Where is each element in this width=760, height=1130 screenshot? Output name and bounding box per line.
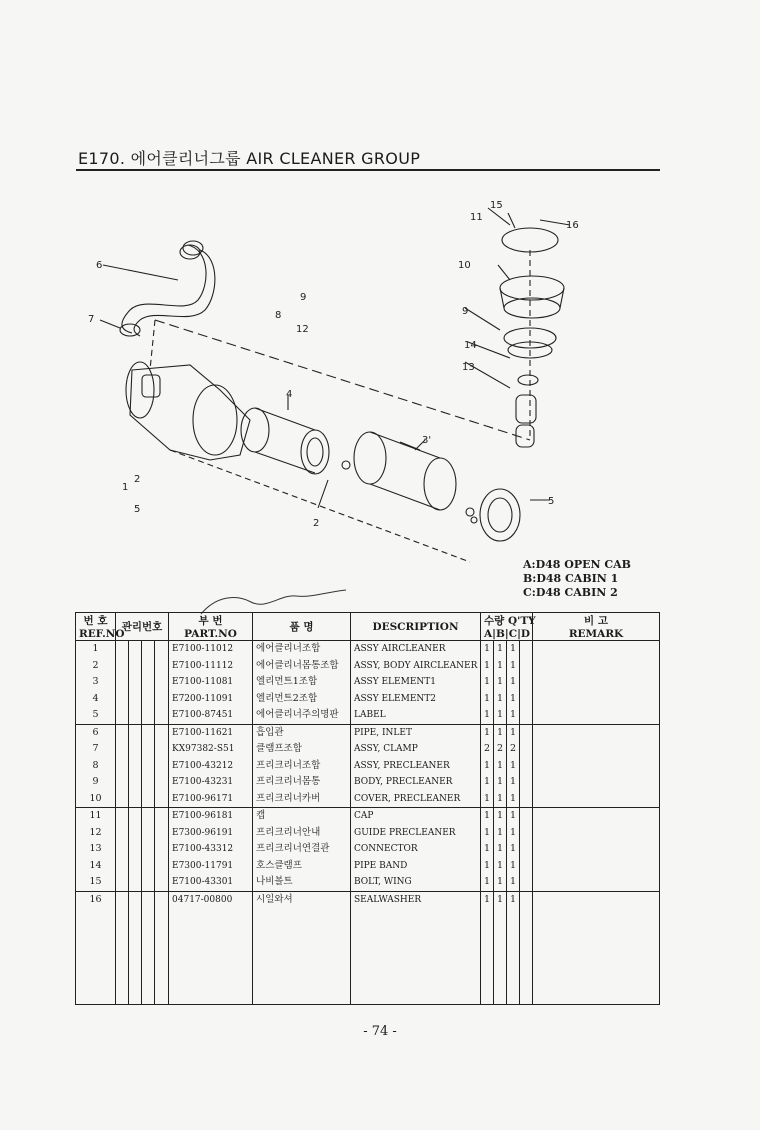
- cell-name: 프리크리너안내: [253, 825, 351, 842]
- cell-empty: [520, 841, 533, 858]
- cell-name: 에어클리너주의명판: [253, 707, 351, 724]
- callout-7: 7: [88, 314, 95, 325]
- cell-empty: [533, 658, 660, 675]
- cell-empty: [155, 724, 169, 741]
- cell-c: 1: [507, 774, 520, 791]
- cell-empty: [520, 891, 533, 908]
- cell-part: KX97382-S51: [169, 741, 253, 758]
- cell-c: 1: [507, 707, 520, 724]
- cell-empty: [116, 707, 129, 724]
- cell-empty: [129, 874, 142, 891]
- cell-ref: 11: [76, 808, 116, 825]
- cell-empty: [520, 707, 533, 724]
- cell-empty: [129, 891, 142, 908]
- cell-empty: [142, 691, 155, 708]
- header-name: 품 명: [253, 613, 351, 641]
- cell-empty: [116, 658, 129, 675]
- cell-ref: 10: [76, 791, 116, 808]
- cell-empty: [116, 808, 129, 825]
- page-title: E170. 에어클리너그룹 AIR CLEANER GROUP: [78, 149, 421, 168]
- cell-empty: [520, 791, 533, 808]
- header-ref: 번 호 REF.NO: [76, 613, 116, 641]
- cell-b: 2: [494, 741, 507, 758]
- cell-c: 1: [507, 641, 520, 658]
- element-3: [354, 432, 456, 510]
- cell-name: 에어클리너조합: [253, 641, 351, 658]
- cell-desc: ASSY ELEMENT2: [351, 691, 481, 708]
- callout-8-12: 12: [296, 324, 309, 335]
- cell-empty: [116, 908, 129, 1005]
- cell-empty: [142, 841, 155, 858]
- callout-15: 15: [490, 200, 503, 211]
- cell-c: 1: [507, 874, 520, 891]
- cell-empty: [116, 758, 129, 775]
- callout-4: 4: [286, 389, 293, 400]
- cell-empty: [155, 908, 169, 1005]
- cell-empty: [155, 858, 169, 875]
- cell-part: E7300-96191: [169, 825, 253, 842]
- cell-a: 1: [481, 808, 494, 825]
- cell-empty: [533, 774, 660, 791]
- cell-desc: CAP: [351, 808, 481, 825]
- cell-c: 1: [507, 674, 520, 691]
- cell-a: 1: [481, 691, 494, 708]
- cell-part: E7300-11791: [169, 858, 253, 875]
- cell-empty: [533, 691, 660, 708]
- cell-empty: [142, 741, 155, 758]
- cell-part: E7100-11621: [169, 724, 253, 741]
- cell-b: 1: [494, 858, 507, 875]
- cell-a: 1: [481, 658, 494, 675]
- cell-desc: ASSY AIRCLEANER: [351, 641, 481, 658]
- cell-b: 1: [494, 674, 507, 691]
- cell-b: 1: [494, 808, 507, 825]
- header-qty: 수량 Q'TY A|B|C|D: [481, 613, 533, 641]
- cell-ref: 8: [76, 758, 116, 775]
- cell-a: 1: [481, 674, 494, 691]
- cell-ref: 5: [76, 707, 116, 724]
- cell-c: 1: [507, 658, 520, 675]
- parts-table: [75, 612, 660, 1005]
- cell-empty: [520, 858, 533, 875]
- cell-b: 1: [494, 707, 507, 724]
- cell-empty: [129, 825, 142, 842]
- cell-empty: [155, 758, 169, 775]
- cell-empty: [533, 825, 660, 842]
- cell-b: 1: [494, 724, 507, 741]
- cell-empty: [129, 908, 142, 1005]
- cell-empty: [129, 774, 142, 791]
- cell-empty: [520, 641, 533, 658]
- cell-empty: [116, 891, 129, 908]
- cell-empty: [129, 724, 142, 741]
- cell-empty: [155, 674, 169, 691]
- cell-empty: [155, 691, 169, 708]
- cell-empty: [520, 874, 533, 891]
- cell-empty: [520, 674, 533, 691]
- callout-8-9: 9: [300, 292, 307, 303]
- cell-empty: [533, 674, 660, 691]
- cell-desc: COVER, PRECLEANER: [351, 791, 481, 808]
- cell-empty: [520, 908, 533, 1005]
- cell-part: E7100-11112: [169, 658, 253, 675]
- cell-empty: [494, 908, 507, 1005]
- table-row: [76, 825, 660, 842]
- cell-empty: [116, 874, 129, 891]
- cell-empty: [142, 674, 155, 691]
- cell-c: 1: [507, 791, 520, 808]
- cell-empty: [129, 691, 142, 708]
- cell-ref: 7: [76, 741, 116, 758]
- cell-empty: [116, 691, 129, 708]
- cell-c: 1: [507, 691, 520, 708]
- cell-ref: 16: [76, 891, 116, 908]
- callout-3: 3': [422, 435, 432, 446]
- cell-empty: [481, 908, 494, 1005]
- cell-a: 1: [481, 641, 494, 658]
- cell-desc: SEALWASHER: [351, 891, 481, 908]
- cell-desc: GUIDE PRECLEANER: [351, 825, 481, 842]
- header-part: 부 번 PART.NO: [169, 613, 253, 641]
- cell-desc: ASSY, CLAMP: [351, 741, 481, 758]
- cell-empty: [142, 641, 155, 658]
- cell-empty: [520, 825, 533, 842]
- cell-empty: [520, 758, 533, 775]
- cell-b: 1: [494, 874, 507, 891]
- table-row: [76, 808, 660, 825]
- table-row: [76, 774, 660, 791]
- cell-b: 1: [494, 641, 507, 658]
- cell-part: E7100-43212: [169, 758, 253, 775]
- exploded-parts-diagram: [70, 190, 670, 610]
- cell-ref: 14: [76, 858, 116, 875]
- cell-part: E7100-43231: [169, 774, 253, 791]
- cell-empty: [129, 808, 142, 825]
- end-cover: [480, 489, 520, 541]
- cell-empty: [129, 741, 142, 758]
- header-mgmt: 관리번호: [116, 613, 169, 641]
- cell-empty: [116, 841, 129, 858]
- cell-empty: [116, 741, 129, 758]
- table-row: [76, 691, 660, 708]
- cell-ref: 1: [76, 641, 116, 658]
- cell-empty: [155, 791, 169, 808]
- cell-a: 1: [481, 774, 494, 791]
- cell-empty: [142, 707, 155, 724]
- cell-empty: [76, 908, 116, 1005]
- cell-c: 2: [507, 741, 520, 758]
- cell-a: 1: [481, 791, 494, 808]
- cell-desc: ASSY ELEMENT1: [351, 674, 481, 691]
- cell-a: 1: [481, 825, 494, 842]
- cell-empty: [142, 825, 155, 842]
- cell-empty: [533, 874, 660, 891]
- cell-empty: [116, 791, 129, 808]
- cell-empty: [520, 808, 533, 825]
- cell-ref: 4: [76, 691, 116, 708]
- cell-empty: [129, 791, 142, 808]
- table-filler-row: [76, 908, 660, 1005]
- element-4: [241, 408, 329, 474]
- cell-name: 엘리먼트1조합: [253, 674, 351, 691]
- cell-name: 흡입관: [253, 724, 351, 741]
- table-row: [76, 791, 660, 808]
- cell-empty: [142, 658, 155, 675]
- cell-c: 1: [507, 858, 520, 875]
- cell-empty: [520, 658, 533, 675]
- cell-empty: [533, 724, 660, 741]
- callout-labels: [88, 200, 579, 529]
- table-row: [76, 858, 660, 875]
- cell-empty: [533, 858, 660, 875]
- cell-part: E7200-11091: [169, 691, 253, 708]
- cell-c: 1: [507, 891, 520, 908]
- cell-empty: [520, 774, 533, 791]
- cell-a: 1: [481, 891, 494, 908]
- cell-empty: [116, 825, 129, 842]
- cell-empty: [155, 825, 169, 842]
- cell-empty: [116, 774, 129, 791]
- table-row: [76, 658, 660, 675]
- page-number: - 74 -: [363, 1024, 397, 1039]
- cell-empty: [142, 891, 155, 908]
- cell-empty: [129, 674, 142, 691]
- cell-empty: [116, 724, 129, 741]
- cell-ref: 3: [76, 674, 116, 691]
- cell-ref: 6: [76, 724, 116, 741]
- cell-desc: PIPE BAND: [351, 858, 481, 875]
- cell-c: 1: [507, 825, 520, 842]
- cell-desc: BOLT, WING: [351, 874, 481, 891]
- cell-b: 1: [494, 774, 507, 791]
- cell-part: E7100-43312: [169, 841, 253, 858]
- callout-5: 5: [548, 496, 555, 507]
- cell-b: 1: [494, 841, 507, 858]
- cell-a: 1: [481, 758, 494, 775]
- cell-name: 엘리먼트2조합: [253, 691, 351, 708]
- cell-desc: BODY, PRECLEANER: [351, 774, 481, 791]
- cell-empty: [351, 908, 481, 1005]
- cell-b: 1: [494, 825, 507, 842]
- cell-empty: [116, 858, 129, 875]
- cell-empty: [533, 741, 660, 758]
- cell-empty: [155, 707, 169, 724]
- cell-empty: [155, 641, 169, 658]
- cell-desc: ASSY, PRECLEANER: [351, 758, 481, 775]
- cell-name: 프리크리너조합: [253, 758, 351, 775]
- cell-empty: [155, 874, 169, 891]
- table-row: [76, 758, 660, 775]
- cell-empty: [142, 908, 155, 1005]
- cell-empty: [142, 858, 155, 875]
- cell-b: 1: [494, 891, 507, 908]
- cell-a: 1: [481, 707, 494, 724]
- table-row: [76, 891, 660, 908]
- cell-a: 1: [481, 858, 494, 875]
- callout-14: 14: [464, 340, 477, 351]
- cell-part: E7100-87451: [169, 707, 253, 724]
- cell-empty: [142, 758, 155, 775]
- cell-name: 프리크리너카버: [253, 791, 351, 808]
- callout-13: 13: [462, 362, 475, 373]
- table-row: [76, 674, 660, 691]
- cell-empty: [533, 891, 660, 908]
- table-row: [76, 707, 660, 724]
- cell-empty: [116, 641, 129, 658]
- cell-empty: [533, 808, 660, 825]
- cell-empty: [129, 858, 142, 875]
- cell-a: 2: [481, 741, 494, 758]
- cell-desc: ASSY, BODY AIRCLEANER: [351, 658, 481, 675]
- cell-empty: [155, 774, 169, 791]
- cell-ref: 2: [76, 658, 116, 675]
- cell-a: 1: [481, 841, 494, 858]
- cell-empty: [155, 841, 169, 858]
- cell-empty: [533, 908, 660, 1005]
- variant-b: B:D48 CABIN 1: [523, 572, 619, 585]
- cell-empty: [129, 658, 142, 675]
- table-row: [76, 841, 660, 858]
- cell-empty: [142, 808, 155, 825]
- cell-part: E7100-11081: [169, 674, 253, 691]
- cell-empty: [142, 724, 155, 741]
- cell-empty: [533, 841, 660, 858]
- cell-empty: [129, 758, 142, 775]
- cell-empty: [129, 707, 142, 724]
- cell-empty: [142, 774, 155, 791]
- cell-empty: [520, 724, 533, 741]
- cell-ref: 13: [76, 841, 116, 858]
- cell-empty: [142, 791, 155, 808]
- cell-part: 04717-00800: [169, 891, 253, 908]
- cell-ref: 9: [76, 774, 116, 791]
- cell-desc: LABEL: [351, 707, 481, 724]
- cell-empty: [533, 641, 660, 658]
- table-row: [76, 641, 660, 658]
- cell-name: 프리크리너연결관: [253, 841, 351, 858]
- cell-empty: [155, 808, 169, 825]
- cell-b: 1: [494, 658, 507, 675]
- cell-name: 호스클램프: [253, 858, 351, 875]
- header-remark: 비 고 REMARK: [533, 613, 660, 641]
- cell-c: 1: [507, 808, 520, 825]
- cell-empty: [129, 841, 142, 858]
- callout-1-2: 2: [134, 474, 141, 485]
- header-desc: DESCRIPTION: [351, 613, 481, 641]
- table-row: [76, 741, 660, 758]
- callout-11: 11: [470, 212, 483, 223]
- cell-b: 1: [494, 691, 507, 708]
- cell-empty: [533, 758, 660, 775]
- cell-empty: [507, 908, 520, 1005]
- cell-empty: [155, 741, 169, 758]
- cell-name: 캡: [253, 808, 351, 825]
- callout-9: 9: [462, 306, 469, 317]
- callout-1: 1: [122, 482, 129, 493]
- cell-part: E7100-96181: [169, 808, 253, 825]
- cell-part: E7100-96171: [169, 791, 253, 808]
- precleaner-stack: [500, 228, 564, 447]
- cell-a: 1: [481, 724, 494, 741]
- cell-empty: [533, 791, 660, 808]
- callout-10: 10: [458, 260, 471, 271]
- cell-part: E7100-11012: [169, 641, 253, 658]
- callout-1-5: 5: [134, 504, 141, 515]
- cell-empty: [533, 707, 660, 724]
- cell-empty: [116, 674, 129, 691]
- cell-c: 1: [507, 758, 520, 775]
- cell-name: 나비볼트: [253, 874, 351, 891]
- cell-ref: 12: [76, 825, 116, 842]
- cell-c: 1: [507, 841, 520, 858]
- cell-empty: [169, 908, 253, 1005]
- table-row: [76, 724, 660, 741]
- callout-16: 16: [566, 220, 579, 231]
- cell-empty: [142, 874, 155, 891]
- cell-name: 프리크리너몸통: [253, 774, 351, 791]
- cell-empty: [155, 658, 169, 675]
- callout-8: 8: [275, 310, 282, 321]
- cell-c: 1: [507, 724, 520, 741]
- variant-a: A:D48 OPEN CAB: [523, 558, 631, 571]
- title-divider: [76, 169, 660, 171]
- callout-6: 6: [96, 260, 103, 271]
- table-row: [76, 874, 660, 891]
- callout-2: 2: [313, 518, 320, 529]
- cell-name: 에어클리너몸통조합: [253, 658, 351, 675]
- cell-name: 클램프조합: [253, 741, 351, 758]
- cell-b: 1: [494, 791, 507, 808]
- cell-a: 1: [481, 874, 494, 891]
- cell-desc: CONNECTOR: [351, 841, 481, 858]
- cell-b: 1: [494, 758, 507, 775]
- cell-empty: [253, 908, 351, 1005]
- cell-part: E7100-43301: [169, 874, 253, 891]
- cell-desc: PIPE, INLET: [351, 724, 481, 741]
- cell-empty: [520, 741, 533, 758]
- cell-ref: 15: [76, 874, 116, 891]
- cell-empty: [520, 691, 533, 708]
- variant-c: C:D48 CABIN 2: [523, 586, 618, 599]
- cell-empty: [155, 891, 169, 908]
- cell-name: 시일와셔: [253, 891, 351, 908]
- cell-empty: [129, 641, 142, 658]
